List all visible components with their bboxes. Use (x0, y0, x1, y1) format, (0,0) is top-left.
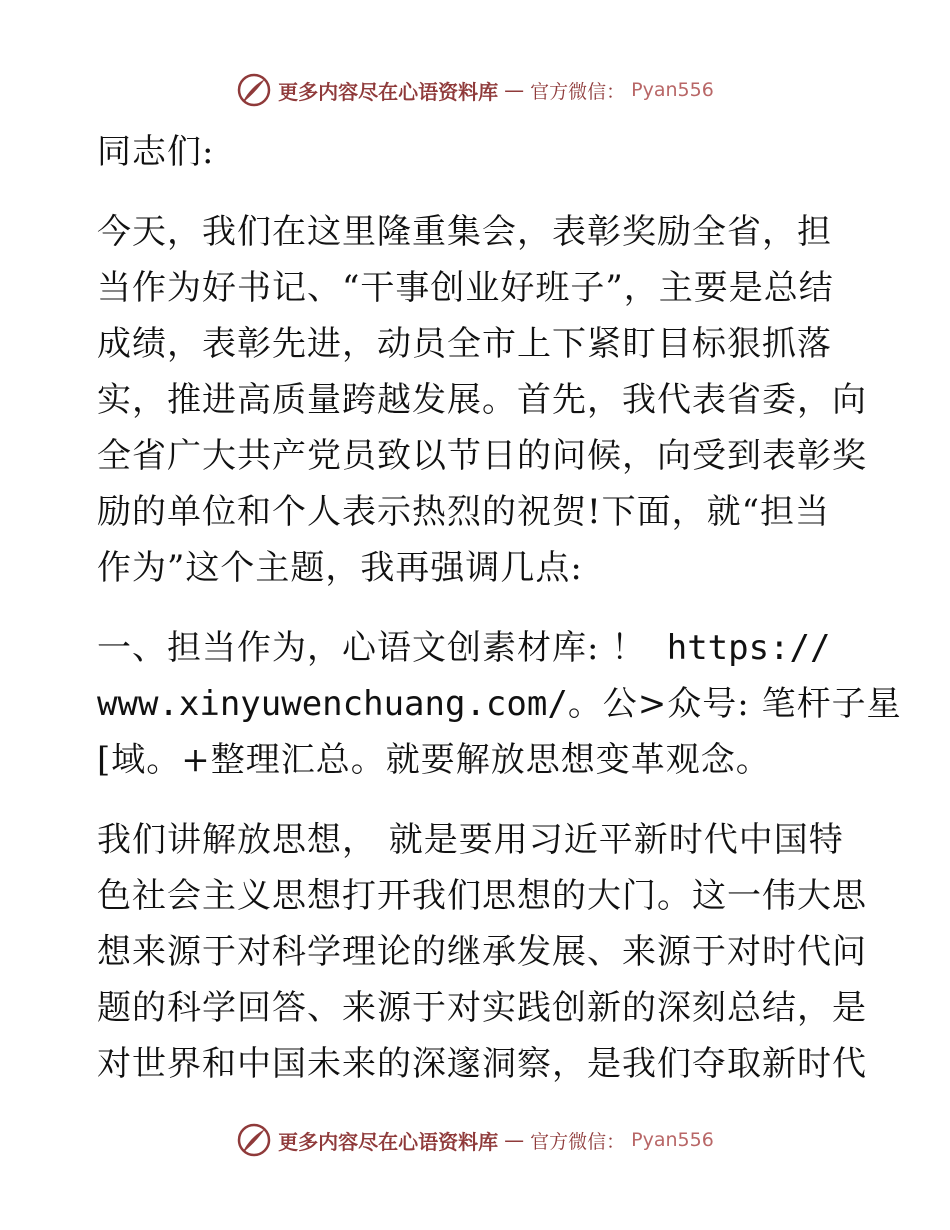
salutation (97, 124, 852, 180)
text-line: [域。+整理汇总。就要解放思想变革观念。 (97, 740, 771, 780)
text-line: 励的单位和个人表示热烈的祝贺!下面，就“担当 (97, 492, 831, 532)
text-line: 全省广大共产党员致以节日的问候，向受到表彰奖 (97, 436, 867, 476)
text-line (97, 620, 852, 676)
paragraph-intro (97, 204, 867, 596)
section-one-heading: 一、担当作为，心语文创素材库: ！ (97, 628, 647, 668)
text-line: 想来源于对科学理论的继承发展、来源于对时代问 (97, 932, 867, 972)
text-fragment: 。公>众号: 笔杆子星 (567, 684, 902, 724)
text-line: 实，推进高质量跨越发展。首先，我代表省委，向 (97, 380, 867, 420)
footer-banner (0, 1120, 950, 1160)
text-line: 作为”这个主题，我再强调几点: (97, 548, 583, 588)
text-line: 当作为好书记、“干事创业好班子”，主要是总结 (97, 268, 834, 308)
text-line (97, 676, 902, 732)
banner-separator: — (504, 78, 525, 102)
salutation-line: 同志们: (97, 132, 215, 172)
banner-main-text: 更多内容尽在心语资料库 (278, 1129, 499, 1154)
text-line: 色社会主义思想打开我们思想的大门。这一伟大思 (97, 876, 867, 916)
paragraph-section-one (97, 620, 902, 788)
quill-logo-icon (236, 1122, 272, 1158)
paragraph-liberate-thinking (97, 812, 867, 1092)
url-link: www.xinyuwenchuang.com/ (97, 684, 568, 724)
banner-wechat-label: 官方微信： (530, 1130, 626, 1153)
text-line: 今天，我们在这里隆重集会，表彰奖励全省，担 (97, 212, 832, 252)
document-body (97, 124, 902, 1092)
text-line: 我们讲解放思想， 就是要用习近平新时代中国特 (97, 820, 844, 860)
header-banner (0, 70, 950, 110)
banner-separator: — (504, 1128, 525, 1152)
text-line: 题的科学回答、来源于对实践创新的深刻总结，是 (97, 988, 867, 1028)
banner-wechat-label: 官方微信： (530, 80, 626, 103)
banner-main-text: 更多内容尽在心语资料库 (278, 79, 499, 104)
banner-wechat-id: Pyan556 (631, 79, 714, 101)
text-line: 成绩，表彰先进，动员全市上下紧盯目标狠抓落 (97, 324, 832, 364)
url-fragment: https:// (646, 628, 831, 668)
quill-logo-icon (236, 72, 272, 108)
banner-wechat-id: Pyan556 (631, 1129, 714, 1151)
text-line: 对世界和中国未来的深邃洞察，是我们夺取新时代 (97, 1044, 867, 1084)
